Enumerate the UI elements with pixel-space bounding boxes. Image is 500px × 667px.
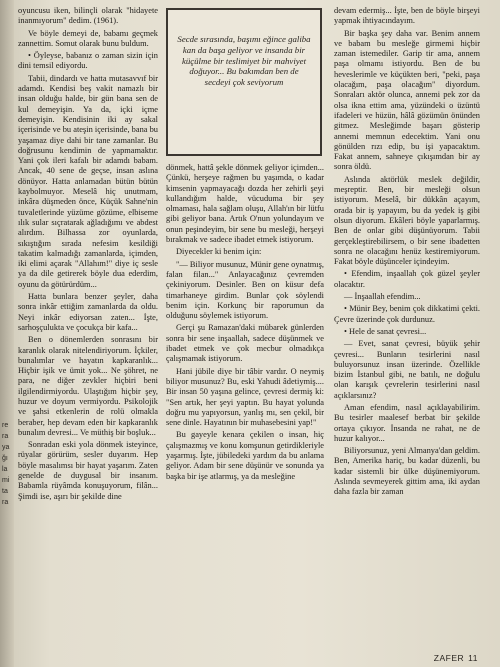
paragraph: Ben o dönemlerden sonrasını bir karanlık olarak nitelendiriyorum. İçkiler, bunalımlar ve hayatın kapkaranlık... Hiçbir işik ve ümit yok... Ne şöhret, ne para, ne diğer zevkler hiçbiri beni ilgilendirmiyordu. Ulaştığım hiçbir şey, huzur ve doyum vermiyordu. Psikolojik ve şahsi etkenlerin de rolü olmakla beraber, hep devam eden bir kapkaranlık bunalım devresi... Ve müthiş bir boşluk... <box>18 335 158 437</box>
paragraph: Aman efendim, nasıl açıklayabilirim. Bu tesirler maalesef berbat bir şekilde ortaya çıkıyor. İnsanda ne rahat, ne de huzur kalıyor... <box>334 402 480 443</box>
paragraph: Aslında aktörlük meslek değildir, meşreptir. Ben, bir mesleği olsun istiyorum. Meselâ, bir dükkân açayım, orada bir iş yapayım, bu da yedek iş gibi olsun diyorum. Ekâleri böyle yaparlarmış. Ben de onlar gibi düşünüyorum. Tabii gerçekleştirebilirsem, o bir sene ibadetten sonra ne olacağını henüz kestiremiyorum. Fakat böyle düşünceler içindeyim. <box>334 174 480 267</box>
fragment: ra <box>2 499 9 506</box>
paragraph: dönmek, hattâ şekle dönmek geliyor içimden... Çünkü, herşeye rağmen bu yaşımda, o kadar kimsenin yapmayacağı dozda her zehirli şeyi kullandığım halde, vücuduma bir şey olmaması, hala sağlam oluşu, Allah'ın bir lütfu gibi geliyor bana. Artık O'nun yolundayım ve onun peşindeyim, bir sene bu mesleği, herşeyi bırakmak ve sadece ibadet etmek istiyorum. <box>166 163 324 245</box>
fragment: ra <box>2 433 9 440</box>
pull-quote-box <box>166 8 322 156</box>
paragraph: oyuncusu iken, bilinçli olarak "hidayete inanmıyorum" dedim. (1961). <box>18 6 158 26</box>
paragraph: Bu gayeyle kenara çekilen o insan, hiç çalışmazmış ve konu komşunun getirdikleriyle yaşarmış. İşte, jübiledeki yardım da bu anlama geliyor. Adam bir sene düşünür ve sonunda ya başka bir işe atlarmış, ya da mesleğine <box>166 430 324 481</box>
paragraph: Hani jübile diye bir tâbir vardır. O neymiş biliyor musunuz? Bu, eski Yahudi âdetiymiş.... Bir insan 50 yaşına gelince, çevresi dermiş ki: "Sen artık, her şeyi yaptın. Bu hayat yolunda doğru mu yapıyorsun, yanlış mı, sen çekil, bir sene dinle. Hayatının bir muhasebesini yap!" <box>166 366 324 428</box>
page-number: 11 <box>468 653 478 663</box>
paragraph: • Öyleyse, babanız o zaman sizin için dini temsil ediyordu. <box>18 51 158 71</box>
binding-edge <box>0 0 14 667</box>
paragraph: Ve böyle demeyi de, babamı geçmek zannettim. Somut olarak bunu buldum. <box>18 28 158 48</box>
fragment: ğı <box>2 455 8 462</box>
column-left <box>18 6 158 654</box>
column-middle <box>166 163 324 658</box>
paragraph: Bir başka şey daha var. Benim annem ve babam bu mesleğe girmemi hiçbir zaman istemediler. Garip tir ama, annem paşa olmamı istiyordu. Ben de bu heveslerimle ve küçükten beri, "peki, paşa olacağım, paşa olacağım" diyordum. Sonraları aktör olunca, annemi pek zor da olsa ikna ettim ama, yüzündeki o üzüntü ifadeleri ve hüzün, hâlâ gözümün önünden gitmez. Mesleğimde başarı gösterip annemi memnun edecektim. Yani onu gönülden rızı edip, bu işi yapacaktım. Fakat annem, sahneye çıkışımdan bir ay sonra öldü. <box>334 28 480 172</box>
column-right <box>334 6 480 642</box>
paragraph: Gerçi şu Ramazan'daki mübarek günlerden sonra bir sene inşaallah, sadece düşünmek ve ibadet etmek ve çok mecbur olmadıkça çalışmamak istiyorum. <box>166 323 324 364</box>
fragment: mi <box>2 477 10 484</box>
paragraph: Diyecekler ki benim için: <box>176 247 262 257</box>
paragraph: Biliyorsunuz, yeni Almanya'dan geldim. Ben, Amerika hariç, bu kadar düzenli, bu kadar sistemli bir ülke düşünemiyorum. Aslında sevmeyerek gittim ama, iki aydan daha fazla bir zaman <box>334 446 480 497</box>
paragraph: • Hele de sanat çevresi... <box>344 326 427 336</box>
facing-page-fragments <box>2 420 12 508</box>
page-footer <box>434 653 478 663</box>
paragraph: • Efendim, inşaallah çok güzel şeyler olacaktır. <box>334 269 480 289</box>
pull-quote-text: Secde sırasında, başımı eğince galiba kan da başa geliyor ve insanda bir küçülme bir teslimiyet bir mahviyet doğuyor... Bu bakımdan ben de secdeyi çok seviyorum <box>177 34 311 88</box>
paragraph: Sonradan eski yola dönmek isteyince, rüyalar görürüm, sesler duyarım. Hep böyle masalımsı bir hayat yaşarım. Zaten genelde de duygusal bir insanım. Babamla rüyâmda konuşuyorum, filân... Şimdi ise, aşırı bir şekilde dine <box>18 440 158 501</box>
fragment: ta <box>2 488 8 495</box>
paragraph: Hatta bunlara benzer şeyler, daha sonra inkâr ettiğim zamanlarda da oldu. Neyi inkâr ediyorsan zaten... İşte, sarhoşçulukta ve çocukça bir kafa... <box>18 292 158 332</box>
paragraph: — Evet, sanat çevresi, büyük şehir çevresi... Bunların tesirlerini nasıl buluyorsunuz insan üzerinde. Özellikle bizim İstanbul gibi, ne batılı, ne doğulu olan karışık çevrelerin tesirlerini nasıl açıklarsınız? <box>334 339 480 400</box>
magazine-name: ZAFER <box>433 653 465 663</box>
fragment: re <box>2 422 9 429</box>
paragraph: devam edermiş... İşte, ben de böyle birşeyi yapmak ihtiyacındayım. <box>334 6 480 26</box>
paragraph: "— Biliyor musunuz, Münir gene oynatmış, falan filan..." Anlayacağınız çevremden çekiniyorum. Desinler. Ben on küsur defa timarhaneye girdim. Bunlar çok söylendi benim için. Korkunç bir raporumun da olduğunu söylemek istiyorum. <box>166 259 324 321</box>
paragraph: Tabii, dindardı ve hatta mutasavvıf bir adamdı. Kendisi beş vakit namazlı bir insan olduğu halde, bir gün bana sen de kul demeyişin. Ya da, içki içme demeyişin. Kendisinin iki ay sakal içerisinde ve bu ateşin içerisinde, bana bu yaşamaz diye dahi bir tane zamanlar. Bu doğrusunu kendimin de yapmamaktır. Yani çok ileri kafalı bir adamdı babam. Ancak, 40 sene de geçse, insan aslına dönüyor. Hatta anlamadan bütün bütün kaybolmuyor. Meselâ hiç unutmam, inkâra düşmeden önce, Küçük Sahne'nin tuvaletlerinde yüzüme gözüme, elbiseme ılık sular sıçratarak ağladığımı ve abdest alırdım. Bilhassa zor oyunlarda, sıkıştığım sırada nefesim kesildiği takatim kalmadığı zamanlarda, içimden, iki elimi açarak "Allahım!" diye iç sesle ya da dile getirerek böyle dua ederdim, oyunu da götürürdüm... <box>18 73 158 289</box>
paragraph: • Münir Bey, benim çok dikkatimi çekti. Çevre üzerinde çok durdunuz. <box>334 304 480 324</box>
fragment: ya <box>2 444 10 451</box>
paragraph: — İnşaallah efendim... <box>344 292 421 302</box>
fragment: la <box>2 466 8 473</box>
